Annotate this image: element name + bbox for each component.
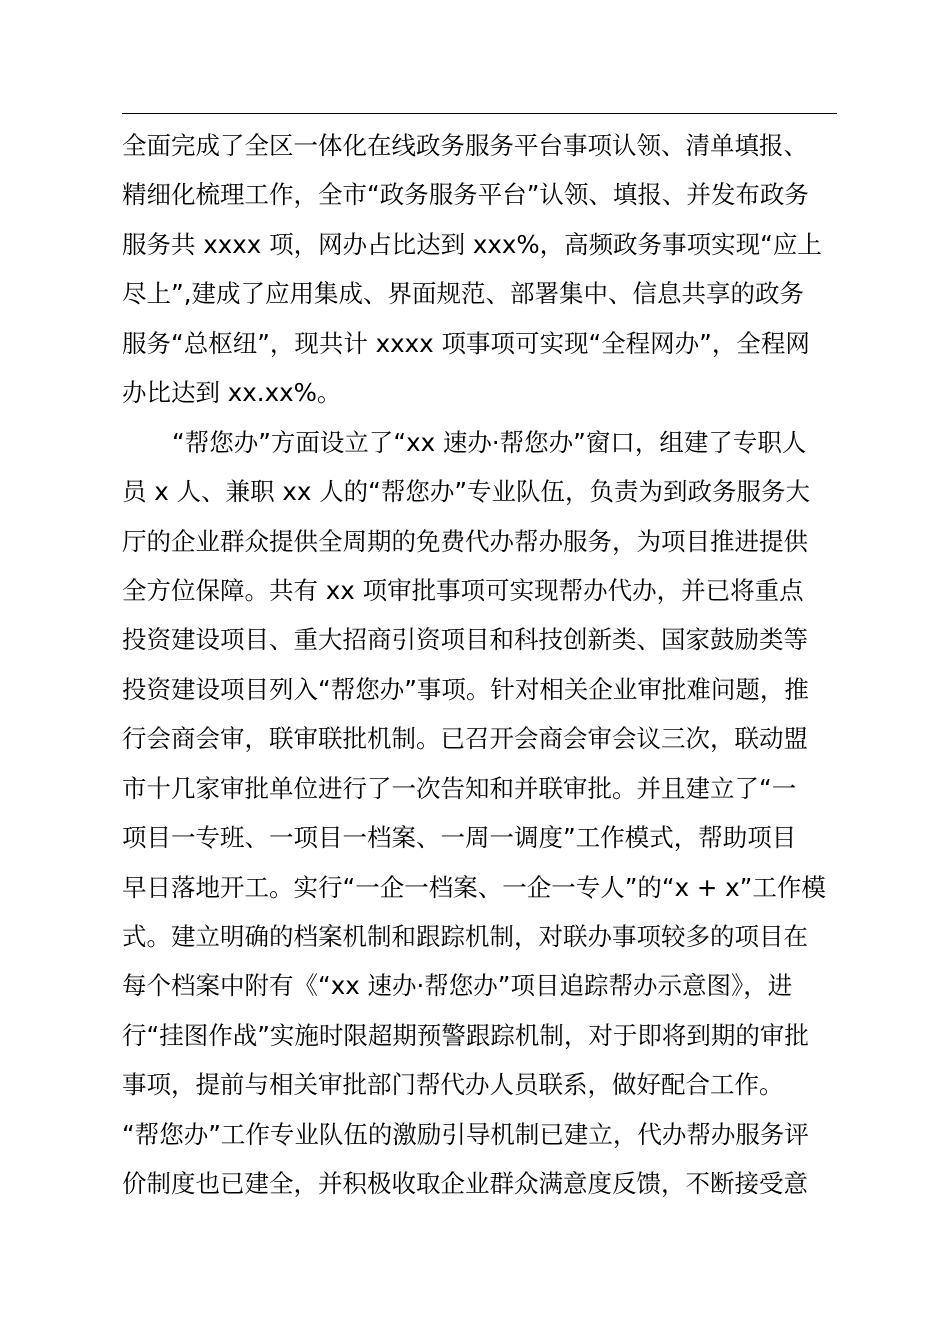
text-line: 服务“总枢纽”，现共计 xxxx 项事项可实现“全程网办”，全程网 [122, 328, 810, 358]
text-line: 尽上”,建成了应用集成、界面规范、部署集中、信息共享的政务 [122, 279, 804, 309]
text-line: 每个档案中附有《“xx 速办·帮您办”项目追踪帮办示意图》，进 [122, 971, 793, 1001]
text-line: 厅的企业群众提供全周期的免费代办帮办服务，为项目推进提供 [122, 526, 808, 556]
text-line: 投资建设项目列入“帮您办”事项。针对相关企业审批难问题，推 [122, 674, 809, 704]
text-line: 服务共 xxxx 项，网办占比达到 xxx%，高频政务事项实现“应上 [122, 229, 822, 259]
text-line: 式。建立明确的档案机制和跟踪机制，对联办事项较多的项目在 [122, 922, 808, 951]
text-line: 全面完成了全区一体化在线政务服务平台事项认领、清单填报、 [122, 131, 808, 160]
header-rule [122, 113, 837, 114]
text-line: 办比达到 xx.xx%。 [122, 378, 342, 408]
text-line: 价制度也已建全，并积极收取企业群众满意度反馈，不断接受意 [122, 1169, 808, 1199]
text-line: 全方位保障。共有 xx 项审批事项可实现帮办代办，并已将重点 [122, 575, 804, 605]
text-line: 项目一专班、一项目一档案、一周一调度”工作模式，帮助项目 [122, 823, 797, 853]
body-text [122, 121, 842, 1209]
text-line: 精细化梳理工作，全市“政务服务平台”认领、填报、并发布政务 [122, 180, 809, 210]
paragraph-first-line: “帮您办”方面设立了“xx 速办·帮您办”窗口，组建了专职人 [172, 427, 807, 457]
text-line: 行会商会审，联审联批机制。已召开会商会审会议三次，联动盟 [122, 724, 808, 754]
text-line: 行“挂图作战”实施时限超期预警跟踪机制，对于即将到期的审批 [122, 1020, 809, 1050]
text-line: 市十几家审批单位进行了一次告知和并联审批。并且建立了“一 [122, 773, 797, 803]
text-line: 事项，提前与相关审批部门帮代办人员联系，做好配合工作。 [122, 1070, 784, 1100]
text-line: “帮您办”工作专业队伍的激励引导机制已建立，代办帮办服务评 [122, 1119, 809, 1149]
text-line: 早日落地开工。实行“一企一档案、一企一专人”的“x + x”工作模 [122, 872, 826, 902]
text-line: 员 x 人、兼职 xx 人的“帮您办”专业队伍，负责为到政务服务大 [122, 477, 811, 507]
text-line: 投资建设项目、重大招商引资项目和科技创新类、国家鼓励类等 [122, 625, 808, 655]
